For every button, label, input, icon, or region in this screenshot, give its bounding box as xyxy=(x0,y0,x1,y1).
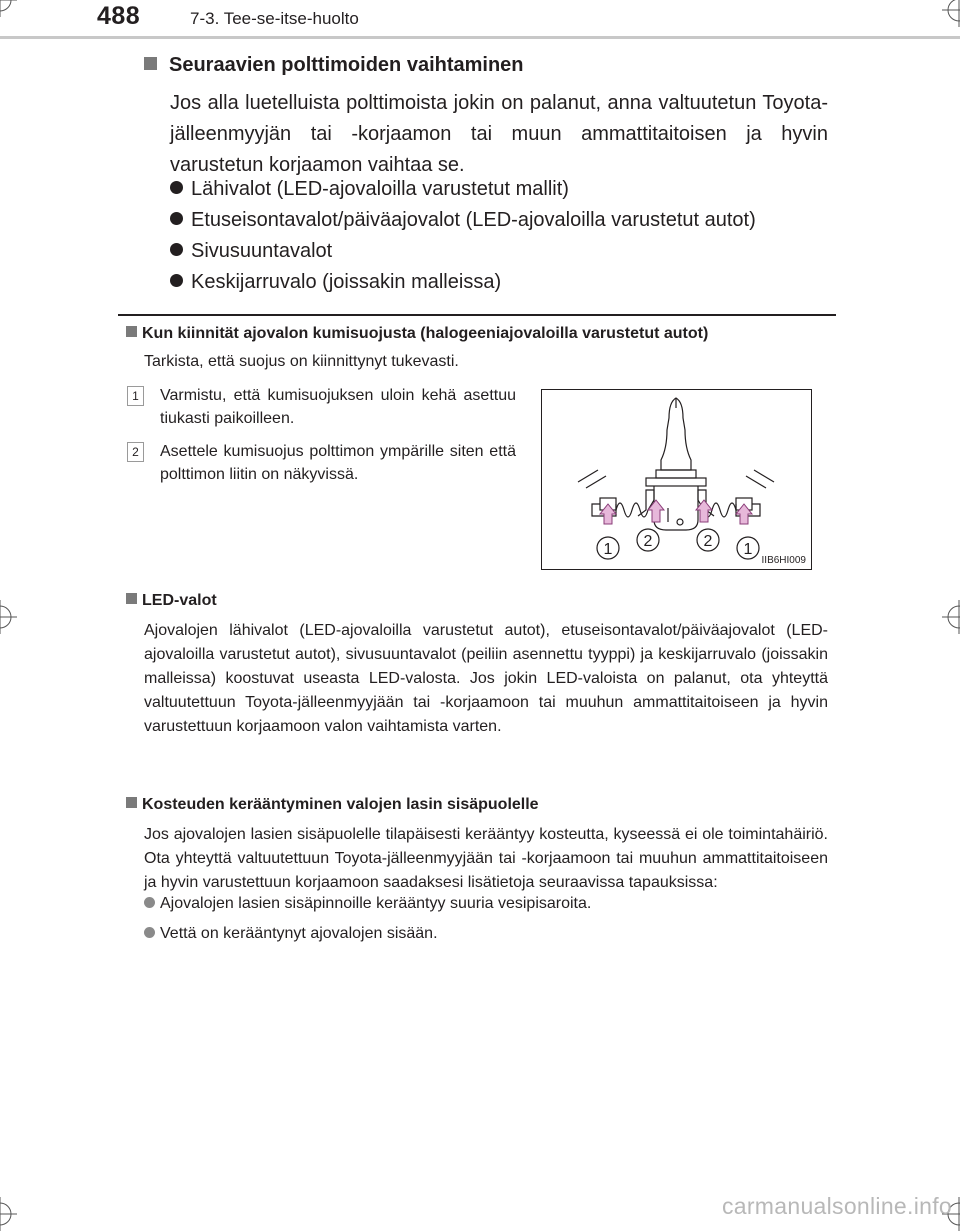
list-item-text: Etuseisontavalot/päiväajovalot (LED-ajovaloilla varustetut autot) xyxy=(191,209,756,231)
list-item xyxy=(144,895,591,913)
square-bullet-icon xyxy=(144,57,157,70)
registration-mark-top-left xyxy=(0,0,17,17)
section-rubber-cover-intro: Tarkista, että suojus on kiinnittynyt tukevasti. xyxy=(144,353,459,370)
bulb-rubber-cover-figure xyxy=(541,389,812,570)
list-item-text: Vettä on kerääntynyt ajovalojen sisään. xyxy=(160,925,438,942)
step-number: 2 xyxy=(127,442,144,462)
section-replace-body: Jos alla luetelluista polttimoista jokin on palanut, anna valtuutetun Toyota-jälleenmyyjän tai -korjaamon tai muun ammattitaitoisen ja hyvin varustetun korjaamon vaihtaa se. xyxy=(170,92,828,176)
callout-label: 2 xyxy=(703,533,713,550)
bullet-dot-icon xyxy=(170,274,183,287)
bulb-illustration xyxy=(542,390,811,569)
callout-label: 2 xyxy=(643,533,653,550)
list-item-text: Lähivalot (LED-ajovaloilla varustetut mallit) xyxy=(191,178,569,200)
section-rubber-cover-title-text: Kun kiinnität ajovalon kumisuojusta (halogeeniajovaloilla varustetut autot) xyxy=(142,325,709,342)
section-condensation-title-text: Kosteuden kerääntyminen valojen lasin sisäpuolelle xyxy=(142,796,539,813)
list-item xyxy=(170,240,332,263)
section-condensation-body: Jos ajovalojen lasien sisäpuolelle tilapäisesti kerääntyy kosteutta, kyseessä ei ole toimintahäiriö. Ota yhteyttä valtuutettuun Toyota-jälleenmyyjään tai -korjaamoon tai muuhun ammattitaitoiseen ja hyvin varustettuun korjaamoon saadaksesi lisätietoja seuraavissa tapauksissa: xyxy=(144,826,828,891)
bullet-dot-icon xyxy=(170,212,183,225)
section-led-body: Ajovalojen lähivalot (LED-ajovaloilla varustetut autot), etuseisontavalot/päiväajovalot (LED-ajovaloilla varustetut autot), sivusuuntavalot (peiliin asennettu tyyppi) ja keskijarruvalo (joissakin malleissa) koostuvat useasta LED-valosta. Jos jokin LED-valoista on palanut, ota yhteyttä valtuutettuun Toyota-jälleenmyyjään tai -korjaamoon tai muuhun ammattitaitoiseen ja hyvin varustettuun korjaamoon valon vaihtamista varten. xyxy=(144,622,828,735)
list-item-text: Ajovalojen lasien sisäpinnoille kerääntyy suuria vesipisaroita. xyxy=(160,895,592,912)
bullet-dot-icon xyxy=(144,927,155,938)
section-replace-title-text: Seuraavien polttimoiden vaihtaminen xyxy=(169,54,524,76)
bullet-dot-icon xyxy=(170,181,183,194)
list-item-text: Sivusuuntavalot xyxy=(191,240,333,262)
callout-label: 1 xyxy=(603,541,613,558)
list-item xyxy=(170,271,501,294)
header-rule xyxy=(0,36,960,39)
section-condensation-title xyxy=(126,796,539,814)
step-text: Asettele kumisuojus polttimon ympärille siten että polttimon liitin on näkyvissä. xyxy=(160,443,516,483)
square-bullet-icon xyxy=(126,593,137,604)
callout-label: 1 xyxy=(743,541,753,558)
list-item xyxy=(144,925,438,943)
section-led-title xyxy=(126,592,217,610)
chapter-title: 7-3. Tee-se-itse-huolto xyxy=(190,9,359,28)
figure-code: IIB6HI009 xyxy=(761,555,806,566)
square-bullet-icon xyxy=(126,326,137,337)
list-item xyxy=(170,178,569,201)
step-text: Varmistu, että kumisuojuksen uloin kehä asettuu tiukasti paikoilleen. xyxy=(160,387,516,427)
section-led-title-text: LED-valot xyxy=(142,592,217,609)
list-item-text: Keskijarruvalo (joissakin malleissa) xyxy=(191,271,502,293)
registration-mark-top-right xyxy=(942,0,960,27)
registration-mark-bottom-left xyxy=(0,1197,17,1231)
section-rubber-cover-title xyxy=(126,325,708,343)
step-number: 1 xyxy=(127,386,144,406)
bullet-dot-icon xyxy=(170,243,183,256)
section-replace-title xyxy=(144,54,524,77)
registration-mark-mid-left xyxy=(0,600,17,634)
list-item xyxy=(170,209,756,232)
bullet-dot-icon xyxy=(144,897,155,908)
registration-mark-mid-right xyxy=(942,600,960,634)
watermark: carmanualsonline.info xyxy=(721,1193,952,1219)
page-number: 488 xyxy=(97,2,141,30)
section-divider xyxy=(118,314,836,316)
square-bullet-icon xyxy=(126,797,137,808)
